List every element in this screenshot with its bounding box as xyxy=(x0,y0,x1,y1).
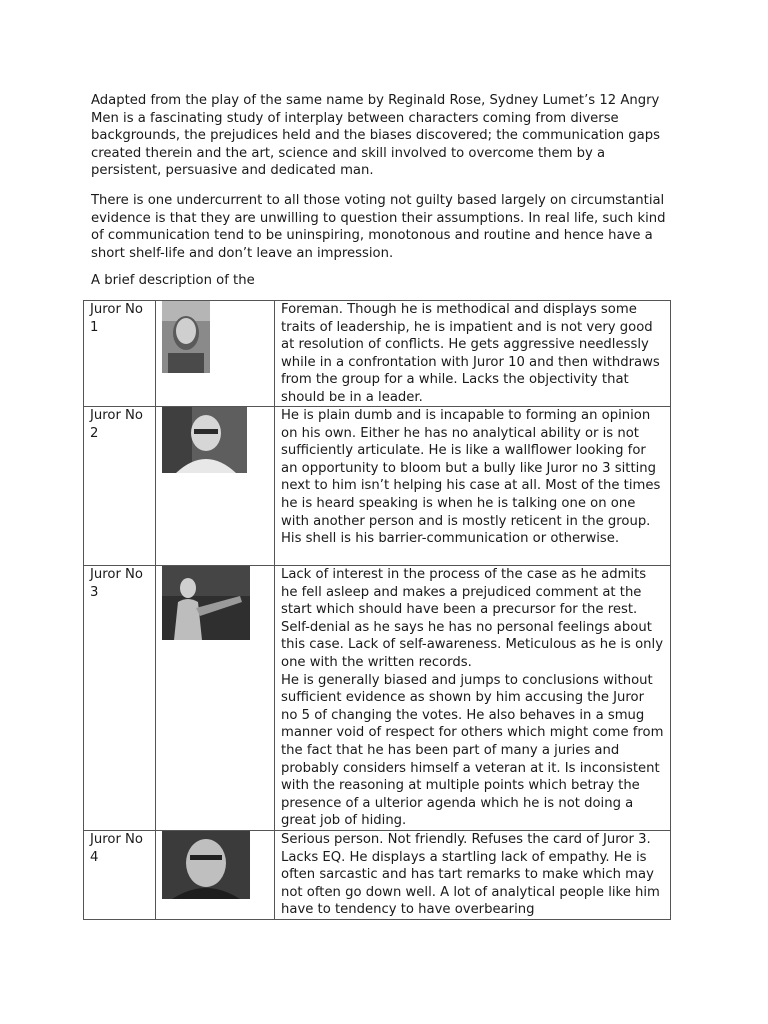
juror-table xyxy=(83,300,671,920)
juror-photo-4 xyxy=(162,831,250,899)
table-row xyxy=(84,831,671,920)
juror-description: He is plain dumb and is incapable to forming an opinion on his own. Either he has no analytical ability or is not sufficiently articulate. He is like a wallflower looking for an opportunity to bloom but a bully like Juror no 3 sitting next to him isn’t helping his case at all. Most of the times he is heard speaking is when he is talking one on one with another person and is mostly reticent in the group. His shell is his barrier-communication or otherwise. xyxy=(281,408,661,547)
juror-description: Serious person. Not friendly. Refuses the card of Juror 3. Lacks EQ. He displays a startling lack of empathy. He is often sarcastic and has tart remarks to make which may not often go down well. A lot of analytical people like him have to tendency to have overbearing xyxy=(281,832,660,918)
juror-name: Juror No 4 xyxy=(84,831,156,920)
juror-photo-2 xyxy=(162,407,247,473)
juror-description: He is generally biased and jumps to conclusions without sufficient evidence as shown by him accusing the Juror no 5 of changing the votes. He also behaves in a smug manner void of respect for others which might come from the fact that he has been part of many a juries and probably considers himself a veteran at it. Is inconsistent with the reasoning at multiple points which betray the presence of a ulterior agenda which he is not doing a great job of hiding. xyxy=(281,672,664,829)
juror-photo-1 xyxy=(162,301,210,373)
juror-description: Foreman. Though he is methodical and displays some traits of leadership, he is impatient and is not very good at resolution of conflicts. He gets aggressive needlessly while in a confrontation with Juror 10 and then withdraws from the group for a while. Lacks the objectivity that should be in a leader. xyxy=(281,302,660,405)
juror-description: Lack of interest in the process of the case as he admits he fell asleep and makes a prejudiced comment at the start which should have been a precursor for the rest. Self-denial as he says he has no personal feelings about this case. Lack of self-awareness. Meticulous as he is only one with the written records. xyxy=(281,567,663,670)
juror-name: Juror No 1 xyxy=(84,301,156,407)
juror-name: Juror No 2 xyxy=(84,407,156,566)
intro-paragraph-3: A brief description of the xyxy=(91,273,255,288)
table-row xyxy=(84,407,671,566)
juror-photo-3 xyxy=(162,566,250,640)
table-row xyxy=(84,301,671,407)
juror-name: Juror No 3 xyxy=(84,566,156,831)
table-row xyxy=(84,566,671,831)
intro-paragraph-2: There is one undercurrent to all those voting not guilty based largely on circumstantial evidence is that they are unwilling to question their assumptions. In real life, such kind of communication tend to be uninspiring, monotonous and routine and hence have a short shelf-life and don’t leave an impression. xyxy=(91,193,666,261)
intro-paragraph-1: Adapted from the play of the same name by Reginald Rose, Sydney Lumet’s 12 Angry Men is a fascinating study of interplay between characters coming from diverse backgrounds, the prejudices held and the biases discovered; the communication gaps created therein and the art, science and skill involved to overcome them by a persistent, persuasive and dedicated man. xyxy=(91,93,660,179)
